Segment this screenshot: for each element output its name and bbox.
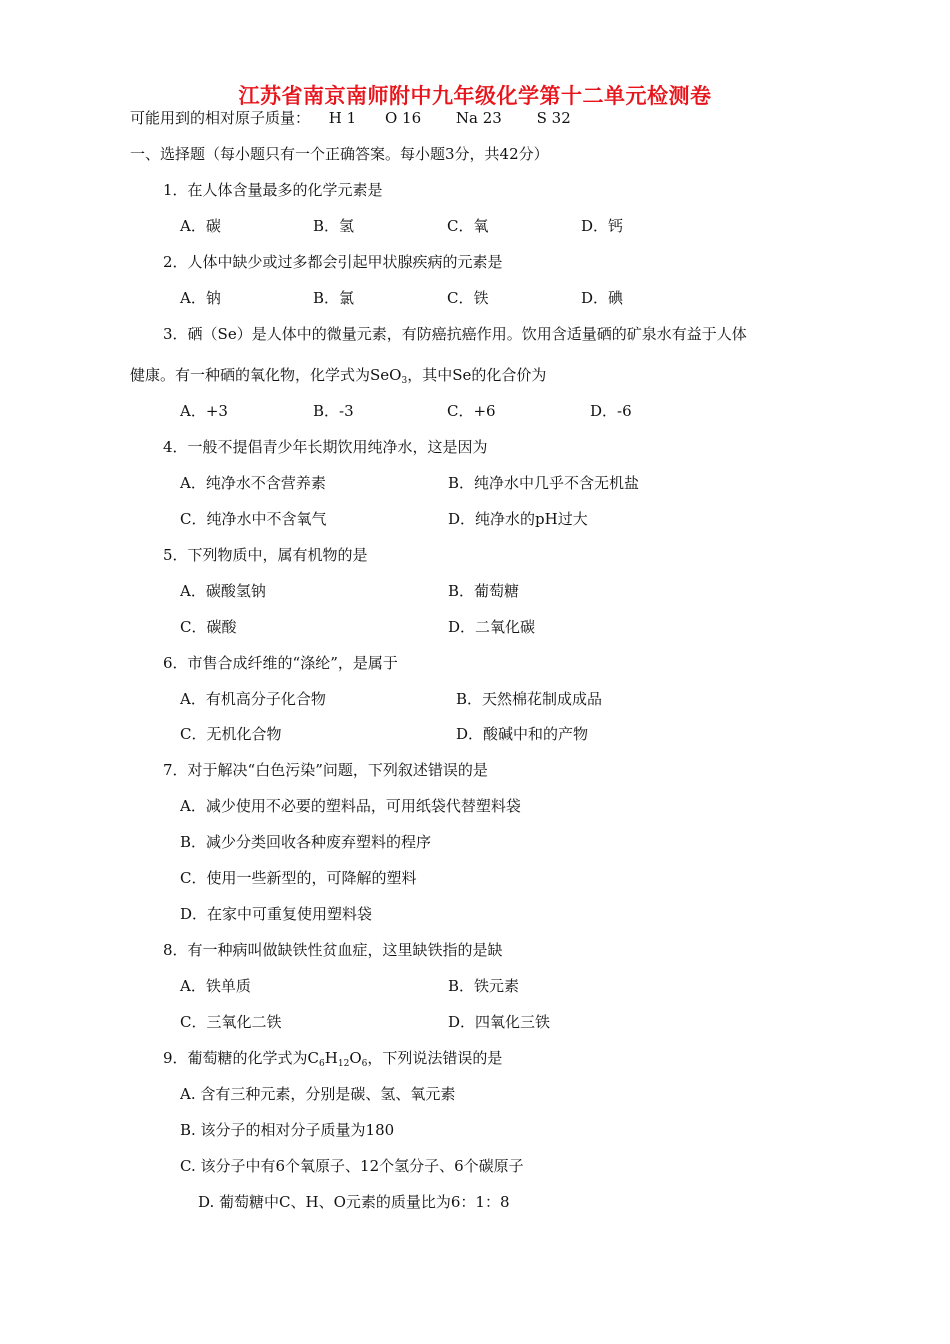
atomic-mass-o: O 16 [384,109,422,127]
question-9-subscript-h: 12 [337,1059,350,1069]
question-9-subscript-o: 6 [361,1059,368,1069]
question-8-option-d: D．四氧化三铁 [448,1013,551,1031]
question-5-option-a: A．碳酸氢钠 [180,582,266,600]
question-9-stem-post: ，下列说法错误的是 [367,1049,503,1067]
atomic-mass-line [130,108,581,128]
question-3-formula-subscript: 3 [401,376,408,386]
question-6-option-b: B．天然棉花制成成品 [456,690,603,708]
question-4-option-d: D．纯净水的pH过大 [448,510,588,528]
question-8-option-b: B．铁元素 [448,977,520,995]
question-6-option-d: D．酸碱中和的产物 [456,725,589,743]
question-3-option-c: C．+6 [447,402,496,420]
atomic-mass-label: 可能用到的相对原子质量： [130,109,311,127]
question-7-option-d: D．在家中可重复使用塑料袋 [180,905,373,923]
question-6-stem: 6．市售合成纤维的“涤纶”，是属于 [163,654,398,672]
question-4-stem: 4．一般不提倡青少年长期饮用纯净水，这是因为 [163,438,488,456]
question-2-option-d: D．碘 [581,289,624,307]
question-1-option-b: B．氢 [313,217,355,235]
question-1-option-c: C．氧 [447,217,489,235]
question-4-option-a: A．纯净水不含营养素 [180,474,326,492]
question-3-option-d: D．-6 [590,402,632,420]
question-9-stem-h: H [324,1049,338,1067]
question-1-stem: 1．在人体含量最多的化学元素是 [163,181,383,199]
question-1-option-a: A．碳 [180,217,221,235]
question-5-option-c: C．碳酸 [180,618,237,636]
question-9-stem-pre: 9．葡萄糖的化学式为C [163,1049,320,1067]
question-6-option-a: A．有机高分子化合物 [180,690,326,708]
question-3-stem-cont-pre: 健康。有一种硒的氧化物，化学式为SeO [130,366,402,384]
question-9-option-d: D. 葡萄糖中C、H、O元素的质量比为6：1：8 [198,1193,510,1211]
question-8-option-c: C．三氧化二铁 [180,1013,282,1031]
question-3-option-a: A．+3 [180,402,228,420]
question-5-option-d: D．二氧化碳 [448,618,536,636]
page-title: 江苏省南京南师附中九年级化学第十二单元检测卷 [238,84,712,108]
question-7-stem: 7．对于解决“白色污染”问题，下列叙述错误的是 [163,761,488,779]
question-6-option-c: C．无机化合物 [180,725,282,743]
question-9-option-b: B. 该分子的相对分子质量为180 [180,1121,395,1139]
question-1-option-d: D．钙 [581,217,624,235]
question-3-option-b: B．-3 [313,402,354,420]
question-2-stem: 2．人体中缺少或过多都会引起甲状腺疾病的元素是 [163,253,503,271]
question-8-option-a: A．铁单质 [180,977,251,995]
section-heading: 一、选择题（每小题只有一个正确答案。每小题3分，共42分） [130,145,549,163]
question-9-stem [163,1048,502,1068]
atomic-mass-h: H 1 [328,109,357,127]
question-9-option-a: A. 含有三种元素，分别是碳、氢、氧元素 [180,1085,456,1103]
question-3-stem: 3．硒（Se）是人体中的微量元素，有防癌抗癌作用。饮用含适量硒的矿泉水有益于人体 [163,325,747,343]
question-7-option-b: B．减少分类回收各种废弃塑料的程序 [180,833,432,851]
question-9-option-c: C. 该分子中有6个氧原子、12个氢分子、6个碳原子 [180,1157,524,1175]
question-7-option-a: A．减少使用不必要的塑料品，可用纸袋代替塑料袋 [180,797,521,815]
question-3-stem-continued [130,365,546,385]
question-7-option-c: C．使用一些新型的，可降解的塑料 [180,869,417,887]
question-2-option-b: B．氯 [313,289,355,307]
question-3-stem-cont-post: ，其中Se的化合价为 [407,366,547,384]
question-8-stem: 8．有一种病叫做缺铁性贫血症，这里缺铁指的是缺 [163,941,503,959]
atomic-mass-s: S 32 [536,109,571,127]
question-9-stem-o: O [349,1049,362,1067]
question-5-stem: 5．下列物质中，属有机物的是 [163,546,368,564]
question-2-option-c: C．铁 [447,289,489,307]
atomic-mass-na: Na 23 [455,109,502,127]
question-5-option-b: B．葡萄糖 [448,582,520,600]
question-9-subscript-c: 6 [319,1059,325,1069]
question-4-option-c: C．纯净水中不含氧气 [180,510,327,528]
question-4-option-b: B．纯净水中几乎不含无机盐 [448,474,640,492]
question-2-option-a: A．钠 [180,289,221,307]
